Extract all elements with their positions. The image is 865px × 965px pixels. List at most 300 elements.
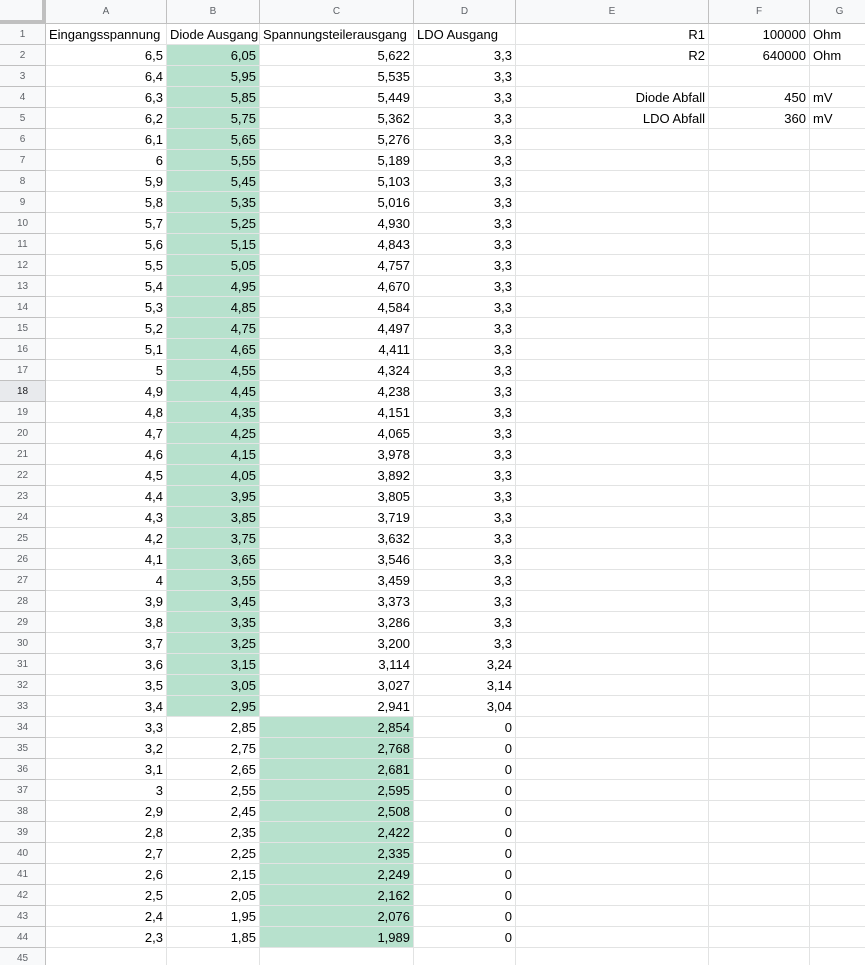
cell-D30[interactable]: 3,3 [414, 633, 516, 654]
cell-C29[interactable]: 3,286 [260, 612, 414, 633]
cell-E19[interactable] [516, 402, 709, 423]
row-header-1[interactable]: 1 [0, 24, 46, 45]
cell-E23[interactable] [516, 486, 709, 507]
cell-G5[interactable]: mV [810, 108, 865, 129]
cell-G11[interactable] [810, 234, 865, 255]
cell-B44[interactable]: 1,85 [167, 927, 260, 948]
cell-C26[interactable]: 3,546 [260, 549, 414, 570]
cell-B2[interactable]: 6,05 [167, 45, 260, 66]
cell-C28[interactable]: 3,373 [260, 591, 414, 612]
cell-A31[interactable]: 3,6 [46, 654, 167, 675]
cell-D39[interactable]: 0 [414, 822, 516, 843]
cell-G32[interactable] [810, 675, 865, 696]
cell-D33[interactable]: 3,04 [414, 696, 516, 717]
cell-E43[interactable] [516, 906, 709, 927]
cell-E41[interactable] [516, 864, 709, 885]
column-header-B[interactable]: B [167, 0, 260, 24]
column-title-A[interactable]: Eingangsspannung [46, 24, 167, 45]
row-header-8[interactable]: 8 [0, 171, 46, 192]
cell-C15[interactable]: 4,497 [260, 318, 414, 339]
cell-D20[interactable]: 3,3 [414, 423, 516, 444]
cell-G21[interactable] [810, 444, 865, 465]
cell-C44[interactable]: 1,989 [260, 927, 414, 948]
cell-C7[interactable]: 5,189 [260, 150, 414, 171]
cell-A45[interactable] [46, 948, 167, 965]
row-header-31[interactable]: 31 [0, 654, 46, 675]
row-header-21[interactable]: 21 [0, 444, 46, 465]
cell-B36[interactable]: 2,65 [167, 759, 260, 780]
cell-F28[interactable] [709, 591, 810, 612]
row-header-24[interactable]: 24 [0, 507, 46, 528]
cell-F18[interactable] [709, 381, 810, 402]
cell-F2[interactable]: 640000 [709, 45, 810, 66]
row-header-4[interactable]: 4 [0, 87, 46, 108]
cell-G9[interactable] [810, 192, 865, 213]
cell-B14[interactable]: 4,85 [167, 297, 260, 318]
cell-D18[interactable]: 3,3 [414, 381, 516, 402]
cell-C8[interactable]: 5,103 [260, 171, 414, 192]
cell-D37[interactable]: 0 [414, 780, 516, 801]
cell-B8[interactable]: 5,45 [167, 171, 260, 192]
cell-C9[interactable]: 5,016 [260, 192, 414, 213]
column-header-A[interactable]: A [46, 0, 167, 24]
cell-D11[interactable]: 3,3 [414, 234, 516, 255]
cell-F7[interactable] [709, 150, 810, 171]
cell-G36[interactable] [810, 759, 865, 780]
cell-F31[interactable] [709, 654, 810, 675]
cell-C27[interactable]: 3,459 [260, 570, 414, 591]
row-header-38[interactable]: 38 [0, 801, 46, 822]
cell-G1[interactable]: Ohm [810, 24, 865, 45]
row-header-17[interactable]: 17 [0, 360, 46, 381]
cell-C33[interactable]: 2,941 [260, 696, 414, 717]
cell-F33[interactable] [709, 696, 810, 717]
cell-E26[interactable] [516, 549, 709, 570]
cell-F41[interactable] [709, 864, 810, 885]
cell-G22[interactable] [810, 465, 865, 486]
cell-C40[interactable]: 2,335 [260, 843, 414, 864]
cell-B7[interactable]: 5,55 [167, 150, 260, 171]
cell-G40[interactable] [810, 843, 865, 864]
cell-G16[interactable] [810, 339, 865, 360]
cell-G44[interactable] [810, 927, 865, 948]
cell-B41[interactable]: 2,15 [167, 864, 260, 885]
cell-A23[interactable]: 4,4 [46, 486, 167, 507]
cell-A8[interactable]: 5,9 [46, 171, 167, 192]
cell-B20[interactable]: 4,25 [167, 423, 260, 444]
cell-F43[interactable] [709, 906, 810, 927]
row-header-12[interactable]: 12 [0, 255, 46, 276]
row-header-30[interactable]: 30 [0, 633, 46, 654]
cell-F30[interactable] [709, 633, 810, 654]
cell-G24[interactable] [810, 507, 865, 528]
cell-G12[interactable] [810, 255, 865, 276]
row-header-11[interactable]: 11 [0, 234, 46, 255]
cell-D43[interactable]: 0 [414, 906, 516, 927]
cell-B30[interactable]: 3,25 [167, 633, 260, 654]
cell-D12[interactable]: 3,3 [414, 255, 516, 276]
row-header-27[interactable]: 27 [0, 570, 46, 591]
cell-C45[interactable] [260, 948, 414, 965]
cell-F20[interactable] [709, 423, 810, 444]
cell-C34[interactable]: 2,854 [260, 717, 414, 738]
cell-D14[interactable]: 3,3 [414, 297, 516, 318]
column-header-G[interactable]: G [810, 0, 865, 24]
cell-G42[interactable] [810, 885, 865, 906]
cell-C19[interactable]: 4,151 [260, 402, 414, 423]
column-title-C[interactable]: Spannungsteilerausgang [260, 24, 414, 45]
cell-C5[interactable]: 5,362 [260, 108, 414, 129]
cell-C20[interactable]: 4,065 [260, 423, 414, 444]
cell-E39[interactable] [516, 822, 709, 843]
cell-G31[interactable] [810, 654, 865, 675]
cell-E31[interactable] [516, 654, 709, 675]
cell-A21[interactable]: 4,6 [46, 444, 167, 465]
cell-E13[interactable] [516, 276, 709, 297]
row-header-3[interactable]: 3 [0, 66, 46, 87]
cell-F35[interactable] [709, 738, 810, 759]
cell-E35[interactable] [516, 738, 709, 759]
cell-G23[interactable] [810, 486, 865, 507]
cell-G27[interactable] [810, 570, 865, 591]
cell-A13[interactable]: 5,4 [46, 276, 167, 297]
cell-F45[interactable] [709, 948, 810, 965]
cell-F21[interactable] [709, 444, 810, 465]
cell-B9[interactable]: 5,35 [167, 192, 260, 213]
cell-B39[interactable]: 2,35 [167, 822, 260, 843]
cell-A15[interactable]: 5,2 [46, 318, 167, 339]
cell-E42[interactable] [516, 885, 709, 906]
cell-A35[interactable]: 3,2 [46, 738, 167, 759]
cell-F10[interactable] [709, 213, 810, 234]
cell-D21[interactable]: 3,3 [414, 444, 516, 465]
row-header-15[interactable]: 15 [0, 318, 46, 339]
cell-G29[interactable] [810, 612, 865, 633]
row-header-34[interactable]: 34 [0, 717, 46, 738]
row-header-39[interactable]: 39 [0, 822, 46, 843]
cell-G28[interactable] [810, 591, 865, 612]
cell-G4[interactable]: mV [810, 87, 865, 108]
cell-D16[interactable]: 3,3 [414, 339, 516, 360]
cell-G6[interactable] [810, 129, 865, 150]
cell-F9[interactable] [709, 192, 810, 213]
cell-C38[interactable]: 2,508 [260, 801, 414, 822]
cell-G13[interactable] [810, 276, 865, 297]
cell-A41[interactable]: 2,6 [46, 864, 167, 885]
cell-E10[interactable] [516, 213, 709, 234]
row-header-6[interactable]: 6 [0, 129, 46, 150]
cell-C32[interactable]: 3,027 [260, 675, 414, 696]
cell-B26[interactable]: 3,65 [167, 549, 260, 570]
cell-D27[interactable]: 3,3 [414, 570, 516, 591]
cell-A44[interactable]: 2,3 [46, 927, 167, 948]
cell-G41[interactable] [810, 864, 865, 885]
cell-E36[interactable] [516, 759, 709, 780]
cell-D42[interactable]: 0 [414, 885, 516, 906]
cell-A36[interactable]: 3,1 [46, 759, 167, 780]
cell-B32[interactable]: 3,05 [167, 675, 260, 696]
cell-D3[interactable]: 3,3 [414, 66, 516, 87]
cell-F8[interactable] [709, 171, 810, 192]
cell-F39[interactable] [709, 822, 810, 843]
cell-D31[interactable]: 3,24 [414, 654, 516, 675]
cell-G3[interactable] [810, 66, 865, 87]
cell-D23[interactable]: 3,3 [414, 486, 516, 507]
cell-A34[interactable]: 3,3 [46, 717, 167, 738]
cell-G39[interactable] [810, 822, 865, 843]
cell-F26[interactable] [709, 549, 810, 570]
cell-B43[interactable]: 1,95 [167, 906, 260, 927]
cell-C18[interactable]: 4,238 [260, 381, 414, 402]
cell-D40[interactable]: 0 [414, 843, 516, 864]
cell-B29[interactable]: 3,35 [167, 612, 260, 633]
cell-D15[interactable]: 3,3 [414, 318, 516, 339]
cell-B31[interactable]: 3,15 [167, 654, 260, 675]
cell-F38[interactable] [709, 801, 810, 822]
cell-D7[interactable]: 3,3 [414, 150, 516, 171]
cell-E17[interactable] [516, 360, 709, 381]
cell-E22[interactable] [516, 465, 709, 486]
cell-F22[interactable] [709, 465, 810, 486]
cell-A38[interactable]: 2,9 [46, 801, 167, 822]
cell-D22[interactable]: 3,3 [414, 465, 516, 486]
cell-G15[interactable] [810, 318, 865, 339]
cell-E27[interactable] [516, 570, 709, 591]
cell-D29[interactable]: 3,3 [414, 612, 516, 633]
row-header-2[interactable]: 2 [0, 45, 46, 66]
cell-D24[interactable]: 3,3 [414, 507, 516, 528]
cell-B6[interactable]: 5,65 [167, 129, 260, 150]
cell-A32[interactable]: 3,5 [46, 675, 167, 696]
cell-B37[interactable]: 2,55 [167, 780, 260, 801]
cell-B11[interactable]: 5,15 [167, 234, 260, 255]
cell-B4[interactable]: 5,85 [167, 87, 260, 108]
cell-B19[interactable]: 4,35 [167, 402, 260, 423]
cell-A9[interactable]: 5,8 [46, 192, 167, 213]
cell-E7[interactable] [516, 150, 709, 171]
cell-E11[interactable] [516, 234, 709, 255]
select-all-corner[interactable] [0, 0, 46, 24]
cell-A29[interactable]: 3,8 [46, 612, 167, 633]
cell-C25[interactable]: 3,632 [260, 528, 414, 549]
cell-C3[interactable]: 5,535 [260, 66, 414, 87]
cell-C4[interactable]: 5,449 [260, 87, 414, 108]
cell-D9[interactable]: 3,3 [414, 192, 516, 213]
cell-G14[interactable] [810, 297, 865, 318]
cell-E6[interactable] [516, 129, 709, 150]
cell-F5[interactable]: 360 [709, 108, 810, 129]
cell-B3[interactable]: 5,95 [167, 66, 260, 87]
cell-E28[interactable] [516, 591, 709, 612]
cell-C30[interactable]: 3,200 [260, 633, 414, 654]
row-header-28[interactable]: 28 [0, 591, 46, 612]
cell-A10[interactable]: 5,7 [46, 213, 167, 234]
cell-F32[interactable] [709, 675, 810, 696]
cell-D35[interactable]: 0 [414, 738, 516, 759]
cell-A40[interactable]: 2,7 [46, 843, 167, 864]
cell-A43[interactable]: 2,4 [46, 906, 167, 927]
row-header-37[interactable]: 37 [0, 780, 46, 801]
cell-F16[interactable] [709, 339, 810, 360]
cell-A25[interactable]: 4,2 [46, 528, 167, 549]
cell-D38[interactable]: 0 [414, 801, 516, 822]
cell-C13[interactable]: 4,670 [260, 276, 414, 297]
cell-D5[interactable]: 3,3 [414, 108, 516, 129]
cell-A37[interactable]: 3 [46, 780, 167, 801]
column-header-C[interactable]: C [260, 0, 414, 24]
cell-E14[interactable] [516, 297, 709, 318]
cell-D19[interactable]: 3,3 [414, 402, 516, 423]
cell-A18[interactable]: 4,9 [46, 381, 167, 402]
row-header-13[interactable]: 13 [0, 276, 46, 297]
cell-A20[interactable]: 4,7 [46, 423, 167, 444]
cell-C31[interactable]: 3,114 [260, 654, 414, 675]
cell-B33[interactable]: 2,95 [167, 696, 260, 717]
cell-G8[interactable] [810, 171, 865, 192]
row-header-18[interactable]: 18 [0, 381, 46, 402]
row-header-41[interactable]: 41 [0, 864, 46, 885]
cell-F11[interactable] [709, 234, 810, 255]
cell-G33[interactable] [810, 696, 865, 717]
cell-B10[interactable]: 5,25 [167, 213, 260, 234]
cell-C6[interactable]: 5,276 [260, 129, 414, 150]
cell-D17[interactable]: 3,3 [414, 360, 516, 381]
row-header-45[interactable]: 45 [0, 948, 46, 965]
cell-G45[interactable] [810, 948, 865, 965]
cell-E21[interactable] [516, 444, 709, 465]
row-header-25[interactable]: 25 [0, 528, 46, 549]
cell-G18[interactable] [810, 381, 865, 402]
cell-G7[interactable] [810, 150, 865, 171]
cell-G34[interactable] [810, 717, 865, 738]
row-header-42[interactable]: 42 [0, 885, 46, 906]
column-header-D[interactable]: D [414, 0, 516, 24]
cell-A7[interactable]: 6 [46, 150, 167, 171]
cell-G2[interactable]: Ohm [810, 45, 865, 66]
cell-D8[interactable]: 3,3 [414, 171, 516, 192]
cell-A3[interactable]: 6,4 [46, 66, 167, 87]
cell-C35[interactable]: 2,768 [260, 738, 414, 759]
cell-C22[interactable]: 3,892 [260, 465, 414, 486]
row-header-10[interactable]: 10 [0, 213, 46, 234]
row-header-5[interactable]: 5 [0, 108, 46, 129]
cell-A30[interactable]: 3,7 [46, 633, 167, 654]
cell-C11[interactable]: 4,843 [260, 234, 414, 255]
cell-F42[interactable] [709, 885, 810, 906]
cell-A14[interactable]: 5,3 [46, 297, 167, 318]
cell-E20[interactable] [516, 423, 709, 444]
cell-F6[interactable] [709, 129, 810, 150]
cell-C21[interactable]: 3,978 [260, 444, 414, 465]
cell-A42[interactable]: 2,5 [46, 885, 167, 906]
row-header-16[interactable]: 16 [0, 339, 46, 360]
cell-G38[interactable] [810, 801, 865, 822]
cell-F24[interactable] [709, 507, 810, 528]
cell-A39[interactable]: 2,8 [46, 822, 167, 843]
cell-B18[interactable]: 4,45 [167, 381, 260, 402]
cell-F17[interactable] [709, 360, 810, 381]
cell-C23[interactable]: 3,805 [260, 486, 414, 507]
cell-B15[interactable]: 4,75 [167, 318, 260, 339]
cell-C41[interactable]: 2,249 [260, 864, 414, 885]
cell-C10[interactable]: 4,930 [260, 213, 414, 234]
cell-F40[interactable] [709, 843, 810, 864]
cell-D6[interactable]: 3,3 [414, 129, 516, 150]
cell-D28[interactable]: 3,3 [414, 591, 516, 612]
row-header-33[interactable]: 33 [0, 696, 46, 717]
cell-F29[interactable] [709, 612, 810, 633]
cell-A33[interactable]: 3,4 [46, 696, 167, 717]
cell-F1[interactable]: 100000 [709, 24, 810, 45]
cell-E1[interactable]: R1 [516, 24, 709, 45]
cell-E3[interactable] [516, 66, 709, 87]
column-header-F[interactable]: F [709, 0, 810, 24]
cell-C14[interactable]: 4,584 [260, 297, 414, 318]
cell-F27[interactable] [709, 570, 810, 591]
column-title-B[interactable]: Diode Ausgang [167, 24, 260, 45]
row-header-9[interactable]: 9 [0, 192, 46, 213]
cell-G43[interactable] [810, 906, 865, 927]
cell-E34[interactable] [516, 717, 709, 738]
row-header-29[interactable]: 29 [0, 612, 46, 633]
cell-B27[interactable]: 3,55 [167, 570, 260, 591]
row-header-26[interactable]: 26 [0, 549, 46, 570]
cell-F34[interactable] [709, 717, 810, 738]
cell-C17[interactable]: 4,324 [260, 360, 414, 381]
cell-G25[interactable] [810, 528, 865, 549]
cell-B12[interactable]: 5,05 [167, 255, 260, 276]
cell-A4[interactable]: 6,3 [46, 87, 167, 108]
column-header-E[interactable]: E [516, 0, 709, 24]
cell-E45[interactable] [516, 948, 709, 965]
cell-A17[interactable]: 5 [46, 360, 167, 381]
cell-B13[interactable]: 4,95 [167, 276, 260, 297]
cell-E25[interactable] [516, 528, 709, 549]
row-header-20[interactable]: 20 [0, 423, 46, 444]
cell-A2[interactable]: 6,5 [46, 45, 167, 66]
cell-C12[interactable]: 4,757 [260, 255, 414, 276]
cell-C36[interactable]: 2,681 [260, 759, 414, 780]
cell-B16[interactable]: 4,65 [167, 339, 260, 360]
cell-D4[interactable]: 3,3 [414, 87, 516, 108]
cell-A27[interactable]: 4 [46, 570, 167, 591]
cell-F23[interactable] [709, 486, 810, 507]
cell-A24[interactable]: 4,3 [46, 507, 167, 528]
cell-G30[interactable] [810, 633, 865, 654]
cell-D32[interactable]: 3,14 [414, 675, 516, 696]
cell-D13[interactable]: 3,3 [414, 276, 516, 297]
cell-A26[interactable]: 4,1 [46, 549, 167, 570]
cell-B24[interactable]: 3,85 [167, 507, 260, 528]
cell-E29[interactable] [516, 612, 709, 633]
cell-E38[interactable] [516, 801, 709, 822]
row-header-35[interactable]: 35 [0, 738, 46, 759]
cell-A28[interactable]: 3,9 [46, 591, 167, 612]
row-header-44[interactable]: 44 [0, 927, 46, 948]
cell-E32[interactable] [516, 675, 709, 696]
cell-B5[interactable]: 5,75 [167, 108, 260, 129]
cell-G26[interactable] [810, 549, 865, 570]
cell-G37[interactable] [810, 780, 865, 801]
cell-A6[interactable]: 6,1 [46, 129, 167, 150]
cell-C39[interactable]: 2,422 [260, 822, 414, 843]
cell-D34[interactable]: 0 [414, 717, 516, 738]
cell-B34[interactable]: 2,85 [167, 717, 260, 738]
cell-F44[interactable] [709, 927, 810, 948]
cell-D36[interactable]: 0 [414, 759, 516, 780]
cell-E4[interactable]: Diode Abfall [516, 87, 709, 108]
column-title-D[interactable]: LDO Ausgang [414, 24, 516, 45]
